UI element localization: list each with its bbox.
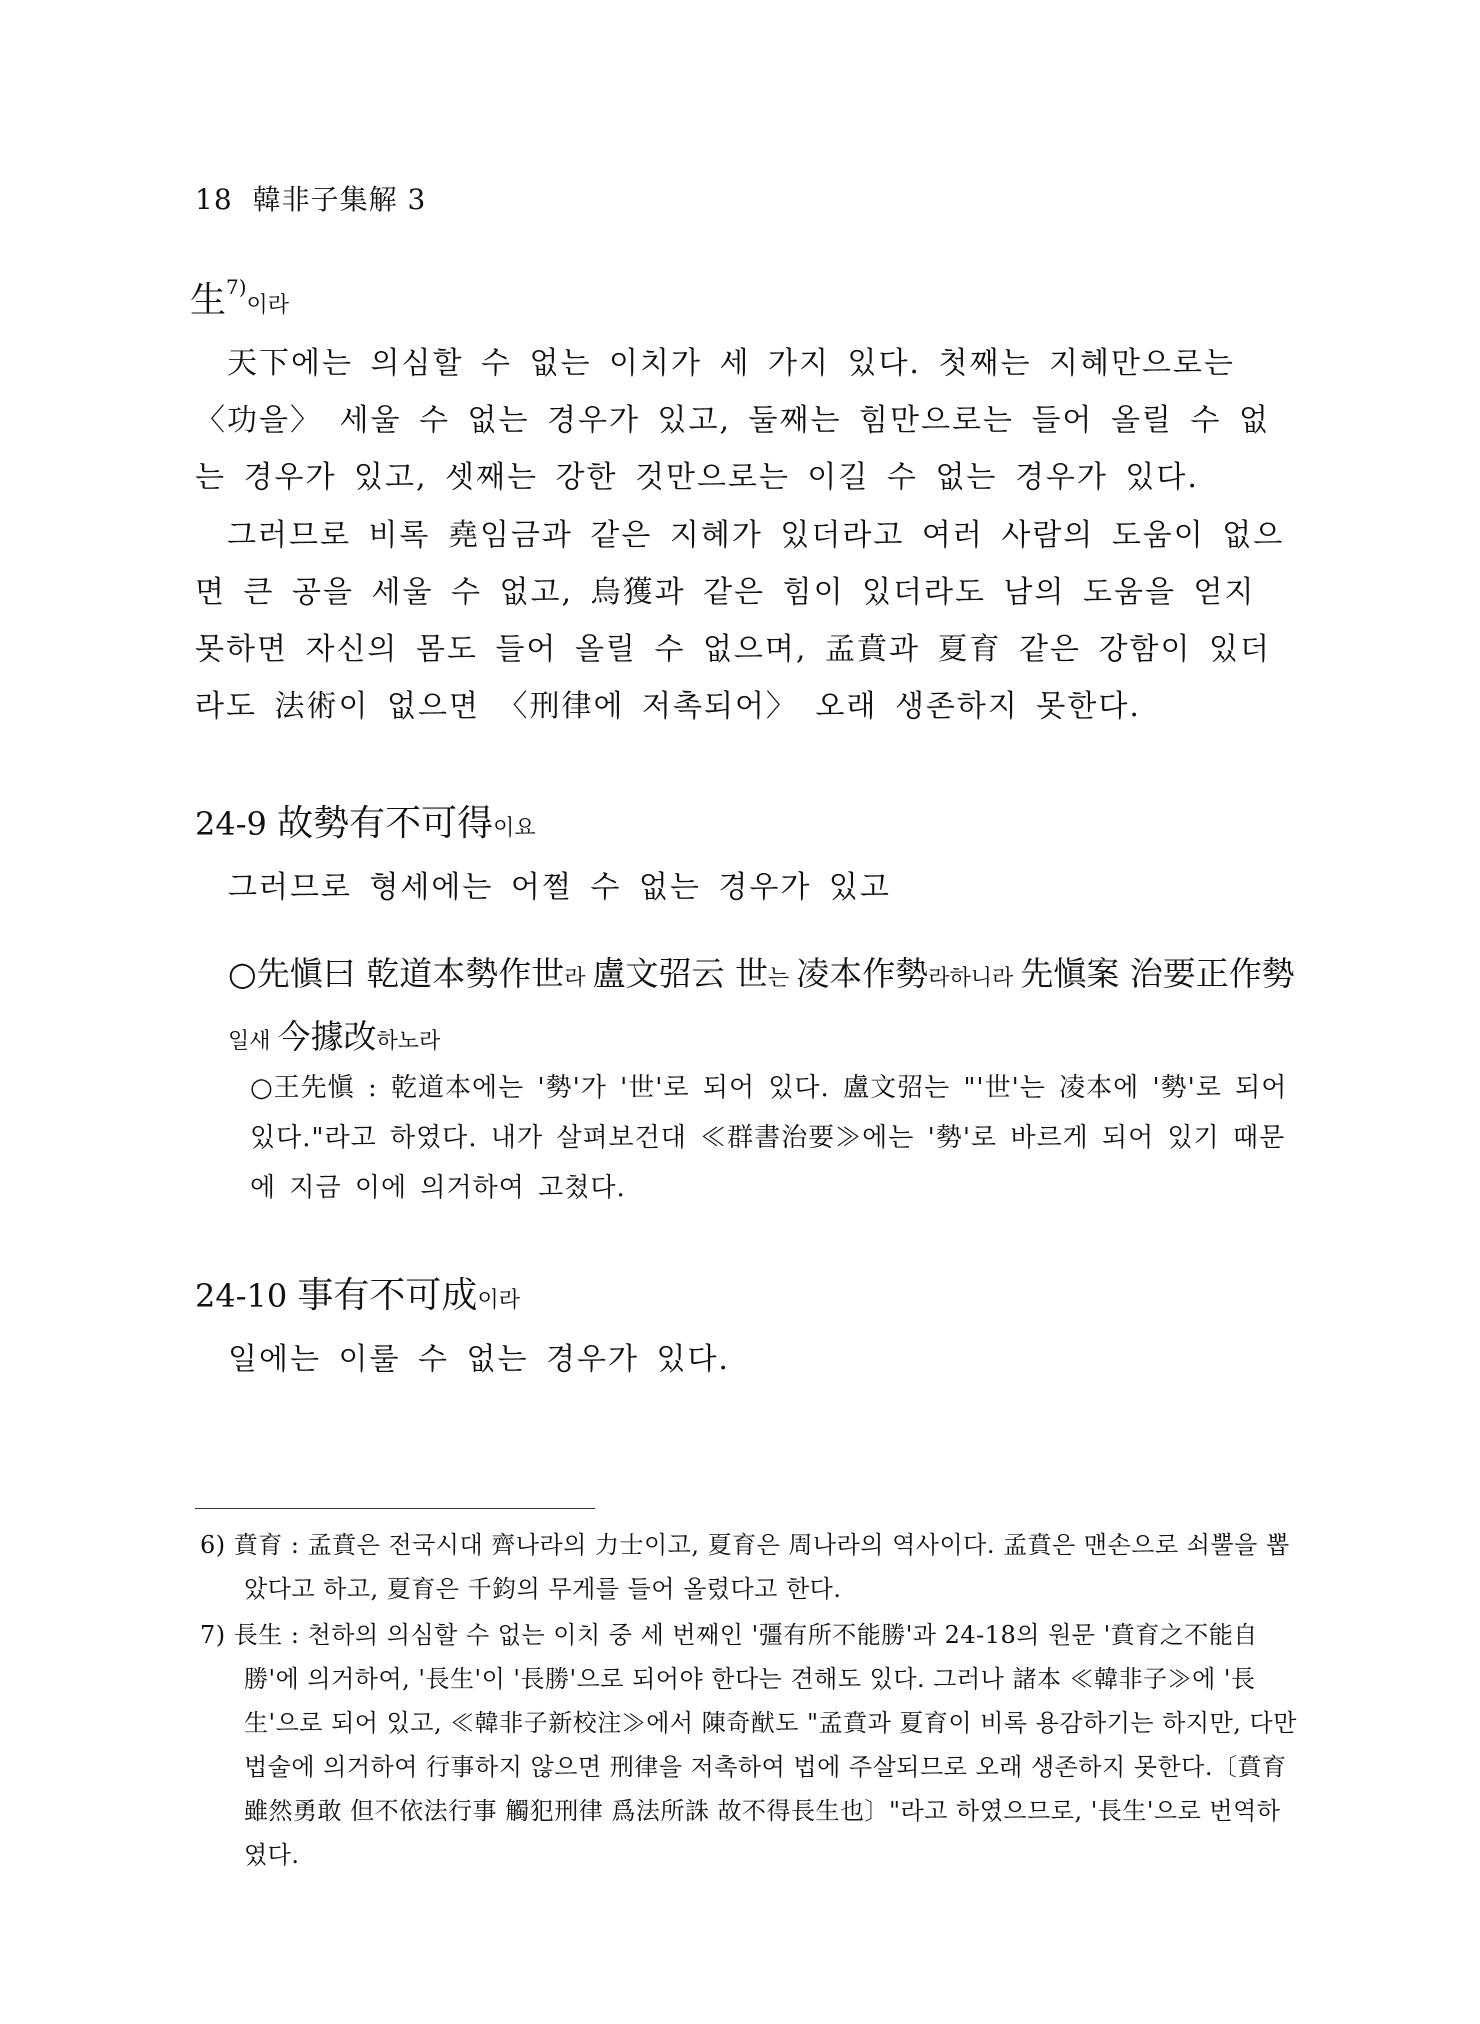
commentary-seg: 라하니라 (928, 966, 1021, 991)
footnote-ref-7[interactable]: 7) (226, 275, 247, 299)
commentary-seg: 盧文弨云 世 (592, 954, 769, 993)
running-header (195, 178, 426, 218)
commentary-seg: 凌本作勢 (796, 954, 929, 993)
paragraph-1-text: 天下에는 의심할 수 없는 이치가 세 가지 있다. 첫째는 지혜만으로는 〈功을〉 세울 수 없는 경우가 있고, 둘째는 힘만으로는 들어 올릴 수 없는 경우가 있고, 셋째는 강한 것만으로는 이길 수 없는 경우가 있다. (195, 346, 1270, 495)
fragment-text: 生 (190, 280, 227, 321)
book-title: 韓非子集解 3 (252, 183, 427, 216)
section-heading-24-10 (195, 1267, 520, 1318)
commentary-seg: 하노라 (376, 1029, 441, 1054)
commentary-seg: 先愼案 治要正作勢 (1020, 954, 1295, 993)
commentary-seg: 는 (768, 966, 797, 991)
translation-paragraph-1 (195, 335, 1295, 506)
footnote-label: 6) (200, 1531, 226, 1559)
section-translation-24-10: 일에는 이룰 수 없는 경우가 있다. (228, 1342, 730, 1377)
section-translation-24-9: 그러므로 형세에는 어쩔 수 없는 경우가 있고 (228, 870, 891, 905)
section-number: 24-10 (195, 1277, 288, 1315)
commentary-original (228, 945, 1298, 1071)
footnote-text: 長生 : 천하의 의심할 수 없는 이치 중 세 번째인 '彊有所不能勝'과 24-18의 원문 '賁育之不能自勝'에 의거하여, '長生'이 '長勝'으로 되어야 한다는 견해도 있다. 그러나 諸本 ≪韓非子≫에 '長生'으로 되어 있고, ≪韓非子新校注≫에서 陳奇猷도 "孟賁과 夏育이 비록 용감하기는 하지만, 다만 법술에 의거하여 行事하지 않으면 刑律을 저촉하여 법에 주살되므로 오래 생존하지 못한다.〔賁育雖然勇敢 但不依法行事 觸犯刑律 爲法所誅 故不得長生也〕"라고 하였으므로, '長生'으로 번역하였다. (233, 1621, 1297, 1869)
commentary-seg: 일새 (228, 1029, 278, 1054)
section-heading-24-9 (195, 795, 536, 846)
footnote-text: 賁育 : 孟賁은 전국시대 齊나라의 力士이고, 夏育은 周나라의 역사이다. 孟賁은 맨손으로 쇠뿔을 뽑았다고 하고, 夏育은 千鈞의 무게를 들어 올렸다고 한다. (233, 1531, 1290, 1603)
fragment-suffix: 이라 (246, 293, 290, 318)
footnote-label: 7) (200, 1621, 226, 1649)
footnote-divider (195, 1508, 595, 1509)
footnote-6 (200, 1523, 1298, 1611)
section-original: 故勢有不可得 (277, 803, 494, 844)
section-suffix: 이라 (477, 1288, 520, 1313)
commentary-seg: 今據改 (277, 1017, 377, 1056)
paragraph-2-text: 그러므로 비록 堯임금과 같은 지혜가 있더라고 여러 사람의 도움이 없으면 큰 공을 세울 수 없고, 烏獲과 같은 힘이 있더라도 남의 도움을 얻지 못하면 자신의 몸도 들어 올릴 수 없으며, 孟賁과 夏育 같은 강함이 있더라도 法術이 없으면 〈刑律에 저촉되어〉 오래 생존하지 못한다. (195, 518, 1285, 724)
section-number: 24-9 (195, 805, 267, 843)
page-number: 18 (195, 183, 233, 216)
section-original: 事有不可成 (297, 1275, 478, 1316)
commentary-seg: 라 (564, 966, 593, 991)
footnote-7 (200, 1613, 1298, 1877)
translation-paragraph-2 (195, 507, 1295, 735)
section-suffix: 이요 (493, 816, 536, 841)
continued-original-text (190, 272, 289, 323)
commentary-translation: ○王先愼 : 乾道本에는 '勢'가 '世'로 되어 있다. 盧文弨는 "'世'는 凌本에 '勢'로 되어 있다."라고 하였다. 내가 살펴보건대 ≪群書治要≫에는 '勢'로 바르게 되어 있기 때문에 지금 이에 의거하여 고쳤다. (250, 1073, 1288, 1203)
commentary-seg: ○先愼曰 乾道本勢作世 (228, 954, 565, 993)
